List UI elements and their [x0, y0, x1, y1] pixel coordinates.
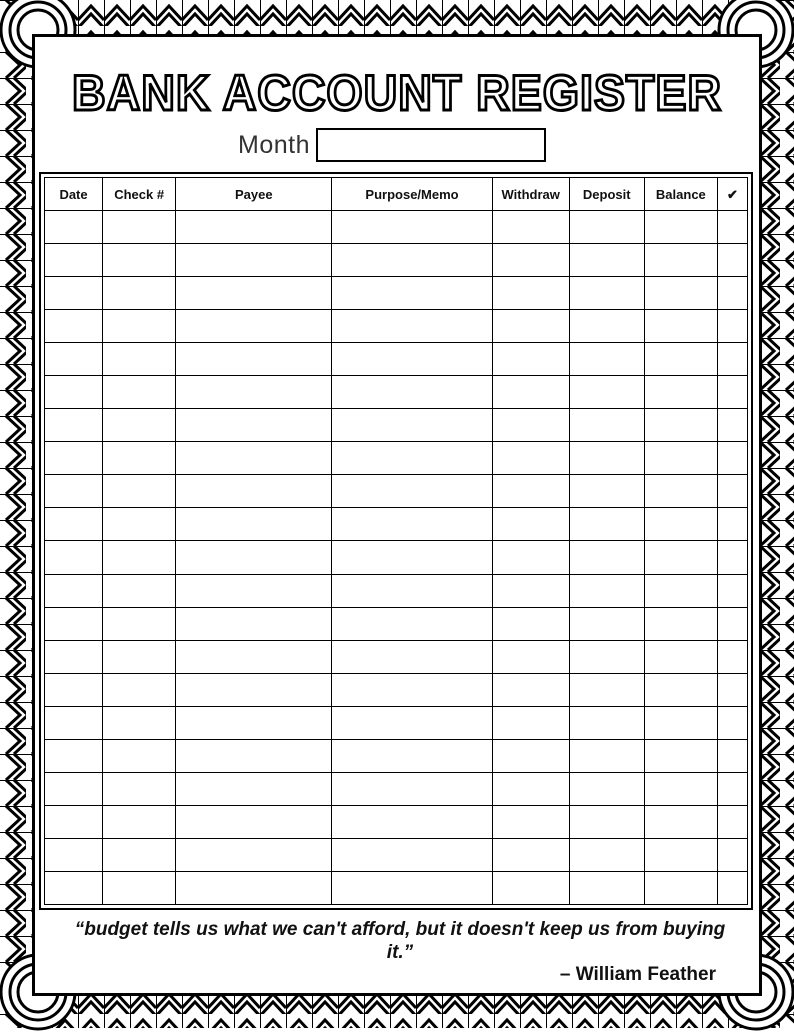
memo-cell[interactable] — [332, 343, 492, 376]
balance-cell[interactable] — [644, 475, 717, 508]
date-cell[interactable] — [45, 739, 103, 772]
date-cell[interactable] — [45, 574, 103, 607]
date-cell[interactable] — [45, 607, 103, 640]
memo-cell[interactable] — [332, 376, 492, 409]
deposit-cell[interactable] — [569, 343, 644, 376]
table-row — [45, 805, 748, 838]
deposit-cell[interactable] — [569, 673, 644, 706]
deposit-cell[interactable] — [569, 508, 644, 541]
withdraw-cell[interactable] — [492, 706, 569, 739]
memo-cell[interactable] — [332, 442, 492, 475]
payee-cell[interactable] — [176, 739, 332, 772]
cleared-cell[interactable] — [717, 376, 747, 409]
date-cell[interactable] — [45, 343, 103, 376]
balance-cell[interactable] — [644, 508, 717, 541]
payee-cell[interactable] — [176, 673, 332, 706]
cleared-cell[interactable] — [717, 343, 747, 376]
column-header-purpose-memo: Purpose/Memo — [332, 178, 492, 211]
table-row — [45, 310, 748, 343]
date-cell[interactable] — [45, 508, 103, 541]
deposit-cell[interactable] — [569, 244, 644, 277]
payee-cell[interactable] — [176, 409, 332, 442]
page-title-text: BANK ACCOUNT REGISTER — [72, 65, 722, 121]
table-row — [45, 739, 748, 772]
payee-cell[interactable] — [176, 541, 332, 574]
deposit-cell[interactable] — [569, 838, 644, 871]
payee-cell[interactable] — [176, 376, 332, 409]
withdraw-cell[interactable] — [492, 673, 569, 706]
table-row — [45, 772, 748, 805]
withdraw-cell[interactable] — [492, 574, 569, 607]
deposit-cell[interactable] — [569, 442, 644, 475]
withdraw-cell[interactable] — [492, 805, 569, 838]
check-number-cell[interactable] — [103, 277, 176, 310]
memo-cell[interactable] — [332, 475, 492, 508]
balance-cell[interactable] — [644, 805, 717, 838]
payee-cell[interactable] — [176, 244, 332, 277]
quote-author: – William Feather — [559, 964, 716, 985]
balance-cell[interactable] — [644, 376, 717, 409]
deposit-cell[interactable] — [569, 574, 644, 607]
withdraw-cell[interactable] — [492, 376, 569, 409]
balance-cell[interactable] — [644, 574, 717, 607]
memo-cell[interactable] — [332, 772, 492, 805]
payee-cell[interactable] — [176, 277, 332, 310]
register-table-frame — [39, 172, 753, 910]
month-field[interactable] — [316, 128, 546, 162]
balance-cell[interactable] — [644, 442, 717, 475]
memo-cell[interactable] — [332, 838, 492, 871]
check-number-cell[interactable] — [103, 475, 176, 508]
deposit-cell[interactable] — [569, 607, 644, 640]
payee-cell[interactable] — [176, 211, 332, 244]
check-number-cell[interactable] — [103, 442, 176, 475]
withdraw-cell[interactable] — [492, 871, 569, 904]
table-row — [45, 211, 748, 244]
withdraw-cell[interactable] — [492, 310, 569, 343]
table-row — [45, 838, 748, 871]
deposit-cell[interactable] — [569, 706, 644, 739]
cleared-cell[interactable] — [717, 871, 747, 904]
cleared-cell[interactable] — [717, 277, 747, 310]
payee-cell[interactable] — [176, 508, 332, 541]
deposit-cell[interactable] — [569, 739, 644, 772]
balance-cell[interactable] — [644, 277, 717, 310]
cleared-cell[interactable] — [717, 244, 747, 277]
withdraw-cell[interactable] — [492, 739, 569, 772]
check-number-cell[interactable] — [103, 574, 176, 607]
date-cell[interactable] — [45, 640, 103, 673]
cleared-cell[interactable] — [717, 772, 747, 805]
check-number-cell[interactable] — [103, 772, 176, 805]
check-number-cell[interactable] — [103, 871, 176, 904]
memo-cell[interactable] — [332, 211, 492, 244]
table-row — [45, 244, 748, 277]
memo-cell[interactable] — [332, 277, 492, 310]
table-row — [45, 343, 748, 376]
table-row — [45, 409, 748, 442]
withdraw-cell[interactable] — [492, 838, 569, 871]
withdraw-cell[interactable] — [492, 475, 569, 508]
check-number-cell[interactable] — [103, 607, 176, 640]
withdraw-cell[interactable] — [492, 607, 569, 640]
withdraw-cell[interactable] — [492, 277, 569, 310]
table-row — [45, 442, 748, 475]
cleared-cell[interactable] — [717, 310, 747, 343]
table-row — [45, 673, 748, 706]
page-title — [50, 56, 744, 122]
register-rows — [45, 211, 748, 905]
table-row — [45, 541, 748, 574]
withdraw-cell[interactable] — [492, 343, 569, 376]
balance-cell[interactable] — [644, 343, 717, 376]
cleared-cell[interactable] — [717, 508, 747, 541]
cleared-cell[interactable] — [717, 838, 747, 871]
table-row — [45, 706, 748, 739]
balance-cell[interactable] — [644, 772, 717, 805]
deposit-cell[interactable] — [569, 475, 644, 508]
cleared-cell[interactable] — [717, 475, 747, 508]
payee-cell[interactable] — [176, 310, 332, 343]
payee-cell[interactable] — [176, 442, 332, 475]
date-cell[interactable] — [45, 772, 103, 805]
table-header-row — [45, 178, 748, 211]
memo-cell[interactable] — [332, 310, 492, 343]
check-number-cell[interactable] — [103, 211, 176, 244]
withdraw-cell[interactable] — [492, 541, 569, 574]
memo-cell[interactable] — [332, 739, 492, 772]
table-row — [45, 376, 748, 409]
balance-cell[interactable] — [644, 640, 717, 673]
balance-cell[interactable] — [644, 871, 717, 904]
balance-cell[interactable] — [644, 739, 717, 772]
table-row — [45, 640, 748, 673]
date-cell[interactable] — [45, 244, 103, 277]
date-cell[interactable] — [45, 871, 103, 904]
cleared-cell[interactable] — [717, 541, 747, 574]
memo-cell[interactable] — [332, 805, 492, 838]
balance-cell[interactable] — [644, 244, 717, 277]
month-row — [238, 126, 546, 164]
memo-cell[interactable] — [332, 706, 492, 739]
date-cell[interactable] — [45, 805, 103, 838]
check-number-cell[interactable] — [103, 640, 176, 673]
check-number-cell[interactable] — [103, 409, 176, 442]
payee-cell[interactable] — [176, 343, 332, 376]
balance-cell[interactable] — [644, 541, 717, 574]
cleared-cell[interactable] — [717, 607, 747, 640]
balance-cell[interactable] — [644, 211, 717, 244]
balance-cell[interactable] — [644, 310, 717, 343]
memo-cell[interactable] — [332, 508, 492, 541]
check-number-cell[interactable] — [103, 343, 176, 376]
table-row — [45, 508, 748, 541]
withdraw-cell[interactable] — [492, 442, 569, 475]
check-number-cell[interactable] — [103, 706, 176, 739]
cleared-cell[interactable] — [717, 442, 747, 475]
date-cell[interactable] — [45, 376, 103, 409]
table-row — [45, 871, 748, 904]
table-row — [45, 277, 748, 310]
balance-cell[interactable] — [644, 409, 717, 442]
payee-cell[interactable] — [176, 838, 332, 871]
payee-cell[interactable] — [176, 574, 332, 607]
cleared-cell[interactable] — [717, 706, 747, 739]
column-header-withdraw: Withdraw — [492, 178, 569, 211]
withdraw-cell[interactable] — [492, 244, 569, 277]
check-number-cell[interactable] — [103, 376, 176, 409]
deposit-cell[interactable] — [569, 409, 644, 442]
cleared-cell[interactable] — [717, 574, 747, 607]
deposit-cell[interactable] — [569, 376, 644, 409]
cleared-cell[interactable] — [717, 739, 747, 772]
payee-cell[interactable] — [176, 475, 332, 508]
withdraw-cell[interactable] — [492, 508, 569, 541]
cleared-cell[interactable] — [717, 673, 747, 706]
column-header-balance: Balance — [644, 178, 717, 211]
memo-cell[interactable] — [332, 673, 492, 706]
balance-cell[interactable] — [644, 607, 717, 640]
month-label: Month — [238, 130, 310, 159]
withdraw-cell[interactable] — [492, 772, 569, 805]
date-cell[interactable] — [45, 409, 103, 442]
cleared-cell[interactable] — [717, 805, 747, 838]
withdraw-cell[interactable] — [492, 640, 569, 673]
memo-cell[interactable] — [332, 640, 492, 673]
column-header-date: Date — [45, 178, 103, 211]
payee-cell[interactable] — [176, 607, 332, 640]
memo-cell[interactable] — [332, 574, 492, 607]
deposit-cell[interactable] — [569, 772, 644, 805]
memo-cell[interactable] — [332, 871, 492, 904]
cleared-cell[interactable] — [717, 211, 747, 244]
table-row — [45, 607, 748, 640]
balance-cell[interactable] — [644, 673, 717, 706]
deposit-cell[interactable] — [569, 541, 644, 574]
payee-cell[interactable] — [176, 805, 332, 838]
check-number-cell[interactable] — [103, 673, 176, 706]
memo-cell[interactable] — [332, 607, 492, 640]
deposit-cell[interactable] — [569, 871, 644, 904]
deposit-cell[interactable] — [569, 211, 644, 244]
deposit-cell[interactable] — [569, 805, 644, 838]
withdraw-cell[interactable] — [492, 409, 569, 442]
cleared-cell[interactable] — [717, 640, 747, 673]
payee-cell[interactable] — [176, 871, 332, 904]
register-table — [44, 177, 748, 905]
date-cell[interactable] — [45, 673, 103, 706]
balance-cell[interactable] — [644, 838, 717, 871]
check-number-cell[interactable] — [103, 310, 176, 343]
column-header-payee: Payee — [176, 178, 332, 211]
memo-cell[interactable] — [332, 244, 492, 277]
table-row — [45, 475, 748, 508]
date-cell[interactable] — [45, 277, 103, 310]
date-cell[interactable] — [45, 706, 103, 739]
date-cell[interactable] — [45, 838, 103, 871]
memo-cell[interactable] — [332, 409, 492, 442]
date-cell[interactable] — [45, 541, 103, 574]
withdraw-cell[interactable] — [492, 211, 569, 244]
column-header-deposit: Deposit — [569, 178, 644, 211]
column-header-check-number: Check # — [103, 178, 176, 211]
balance-cell[interactable] — [644, 706, 717, 739]
check-number-cell[interactable] — [103, 739, 176, 772]
date-cell[interactable] — [45, 310, 103, 343]
deposit-cell[interactable] — [569, 310, 644, 343]
check-number-cell[interactable] — [103, 838, 176, 871]
check-number-cell[interactable] — [103, 541, 176, 574]
date-cell[interactable] — [45, 475, 103, 508]
deposit-cell[interactable] — [569, 277, 644, 310]
payee-cell[interactable] — [176, 640, 332, 673]
payee-cell[interactable] — [176, 772, 332, 805]
check-number-cell[interactable] — [103, 244, 176, 277]
checkmark-icon: ✔ — [717, 178, 747, 211]
check-number-cell[interactable] — [103, 508, 176, 541]
date-cell[interactable] — [45, 442, 103, 475]
table-row — [45, 574, 748, 607]
payee-cell[interactable] — [176, 706, 332, 739]
check-number-cell[interactable] — [103, 805, 176, 838]
memo-cell[interactable] — [332, 541, 492, 574]
deposit-cell[interactable] — [569, 640, 644, 673]
date-cell[interactable] — [45, 211, 103, 244]
cleared-cell[interactable] — [717, 409, 747, 442]
quote-text: “budget tells us what we can't afford, but it doesn't keep us from buying it.” — [74, 919, 726, 963]
